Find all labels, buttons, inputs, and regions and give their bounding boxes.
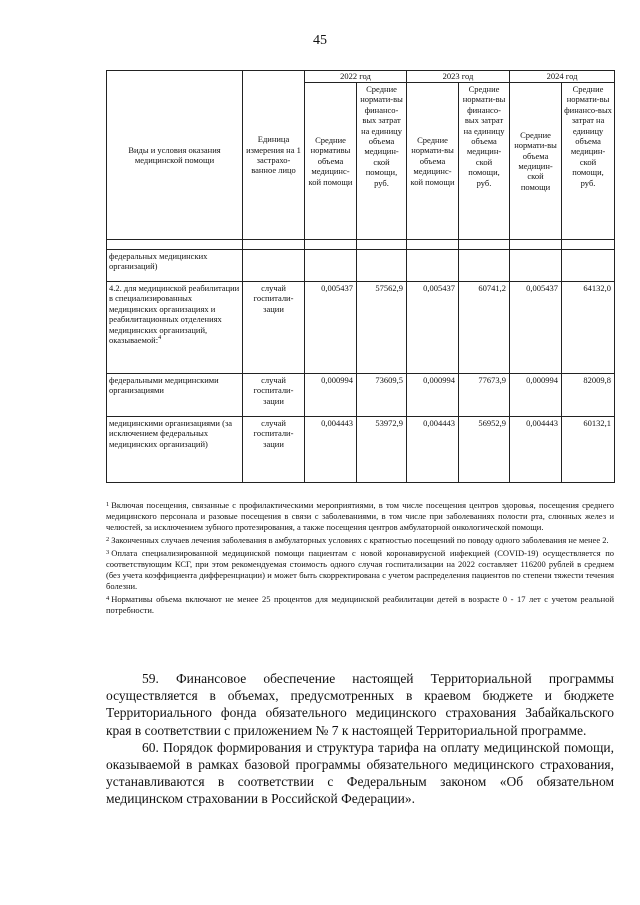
row-kind: федеральными медицинскими организациями [107,374,243,417]
footnote-mark: 3 [106,549,110,556]
table-row: федеральными медицинскими организациями случай госпитали-зации 0,000994 73609,5 0,000994 77673,9 0,000994 82009,8 [107,374,615,417]
paragraph-59: 59. Финансовое обеспечение настоящей Территориальной программы осуществляется в объемах, предусмотренных в краевом бюджете и бюджете Территориального фонда обязательного медицинского страхования Забайкальского края в соответствии с приложением № 7 к настоящей Территориальной программе. [106,671,614,738]
footnote: $^2$ Законченных случаев лечения заболевания в амбулаторных условиях с кратностью посещений по поводу одного заболевания не менее 2. [106,535,609,545]
header-year-2022: 2022 год [305,71,407,83]
footnote-ref: 4 [158,335,162,342]
row-unit [243,250,305,282]
table-row-spacer [107,240,615,250]
footnote: $^1$ Включая посещения, связанные с профилактическими мероприятиями, в том числе посещения центров здоровья, посещения среднего медицинского персонала и разовые посещения в связи с заболеваниями, в том числе при заболеваниях полости рта, слюнных желез и челюстей, за исключением зубного протезирования, а также посещения центров амбулаторной онкологической помощи. [106,500,614,532]
footnote-mark: 1 [106,501,110,508]
footnote: $^3$ Оплата специализированной медицинской помощи пациентам с новой коронавирусной инфекцией (COVID-19) осуществляется по соответствующим КСГ, при этом рекомендуемая стоимость одного случая госпитализации на 2022 составляет 116200 рублей в среднем (без учета коэффициента дифференциации) и может быть скорректирована с учетом распределения пациентов по степени тяжести течения болезни. [106,548,614,591]
body-text [106,670,614,808]
header-unit: Единица измерения на 1 застрахо-ванное лицо [243,71,305,240]
table-row: медицинскими организациями (за исключением федеральных медицинских организаций) случай госпитали-зации 0,004443 53972,9 0,004443 56952,9 0,004443 60132,1 [107,417,615,483]
footnote-mark: 2 [106,536,110,543]
paragraph-60: 60. Порядок формирования и структура тарифа на оплату медицинской помощи, оказываемой в рамках базовой программы обязательного медицинского страхования, устанавливаются в соответствии с Федеральным законом «Об обязательном медицинском страховании в Российской Федерации». [106,739,614,807]
header-cost-2022: Средние нормати-вы финансо-вых затрат на единицу объема медицин-ской помощи, руб. [357,83,407,240]
header-volume-2023: Средние нормати-вы объема медицинс-кой помощи [407,83,459,240]
header-row-years [107,71,615,83]
row-unit: случай госпитали-зации [243,374,305,417]
row-kind: 4.2. для медицинской реабилитации в специализированных медицинских организациях и реабилитационных отделениях медицинских организаций, оказываемой:$^4$ [107,282,243,374]
table-row: 4.2. для медицинской реабилитации в специализированных медицинских организациях и реабилитационных отделениях медицинских организаций, оказываемой:$^4$ случай госпитали-зации 0,005437 57562,9 0,005437 60741,2 0,005437 64132,0 [107,282,615,374]
table-row [107,250,615,282]
page-number: 45 [313,33,327,48]
normatives-table [106,70,615,483]
header-kind: Виды и условия оказания медицинской помощи [107,71,243,240]
footnote: $^4$ Нормативы объема включают не менее 25 процентов для медицинской реабилитации детей в возрасте 0 - 17 лет с учетом реальной потребности. [106,594,614,615]
header-volume-2022: Средние нормативы объема медицинс-кой помощи [305,83,357,240]
header-cost-2023: Средние нормати-вы финансо-вых затрат на единицу объема медицин-ской помощи, руб. [459,83,510,240]
header-year-2023: 2023 год [407,71,510,83]
footnote-mark: 4 [106,595,110,602]
row-unit: случай госпитали-зации [243,417,305,483]
header-year-2024: 2024 год [510,71,615,83]
footnotes [106,500,614,618]
row-kind: федеральных медицинских организаций) [107,250,243,282]
row-kind: медицинскими организациями (за исключением федеральных медицинских организаций) [107,417,243,483]
header-cost-2024: Средние нормати-вы финансо-вых затрат на единицу объема медицин-ской помощи, руб. [562,83,615,240]
header-volume-2024: Средние нормати-вы объема медицин-ской помощи [510,83,562,240]
row-unit: случай госпитали-зации [243,282,305,374]
